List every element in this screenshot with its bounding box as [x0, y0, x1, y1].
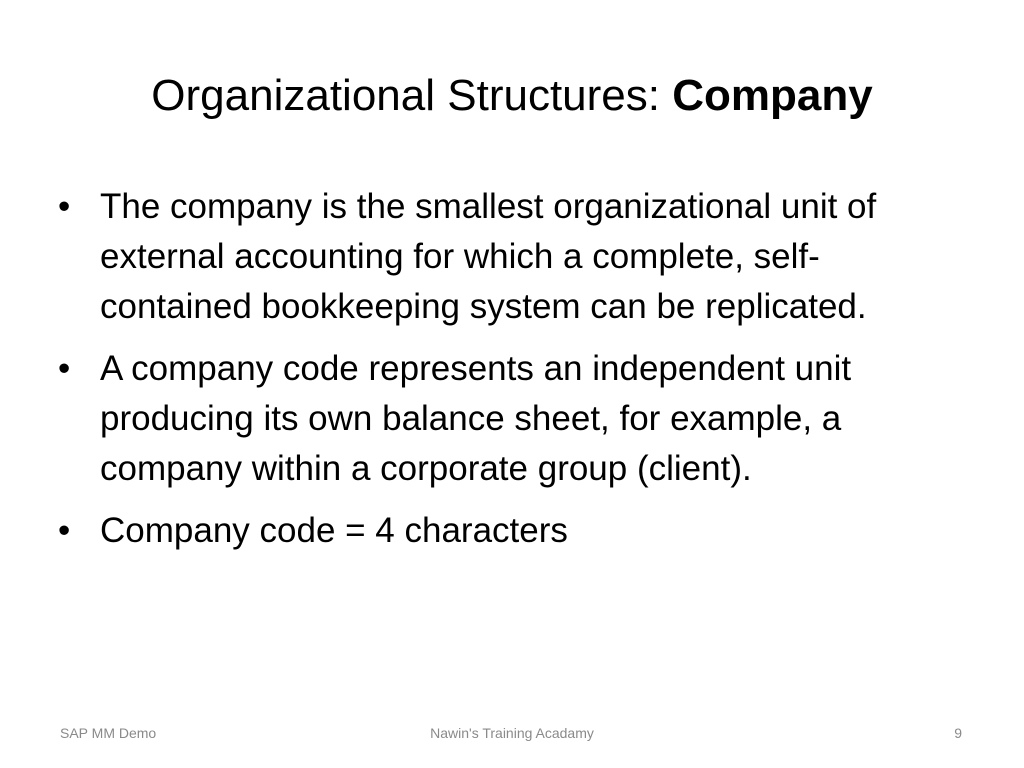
page-number: 9: [954, 725, 962, 741]
bullet-text: Company code = 4 characters: [100, 511, 568, 550]
bullet-text: The company is the smallest organizational unit of external accounting for which a complete, self-contained bookkeeping system can be replicated.: [100, 187, 877, 326]
bullet-icon: •: [58, 187, 71, 226]
bullet-item: [58, 506, 968, 556]
bullet-item: [58, 182, 968, 332]
slide-title-bold: Company: [672, 71, 873, 120]
slide-title: [0, 66, 1024, 126]
footer-center-text: Nawin's Training Acadamy: [430, 725, 594, 741]
bullet-icon: •: [58, 511, 71, 550]
bullet-item: [58, 344, 968, 494]
bullet-list: [58, 182, 968, 568]
bullet-icon: •: [58, 349, 71, 388]
bullet-text: A company code represents an independent unit producing its own balance sheet, for example, a company within a corporate group (client).: [100, 349, 852, 488]
footer-left-text: SAP MM Demo: [60, 725, 157, 741]
slide-title-plain: Organizational Structures:: [151, 71, 673, 120]
